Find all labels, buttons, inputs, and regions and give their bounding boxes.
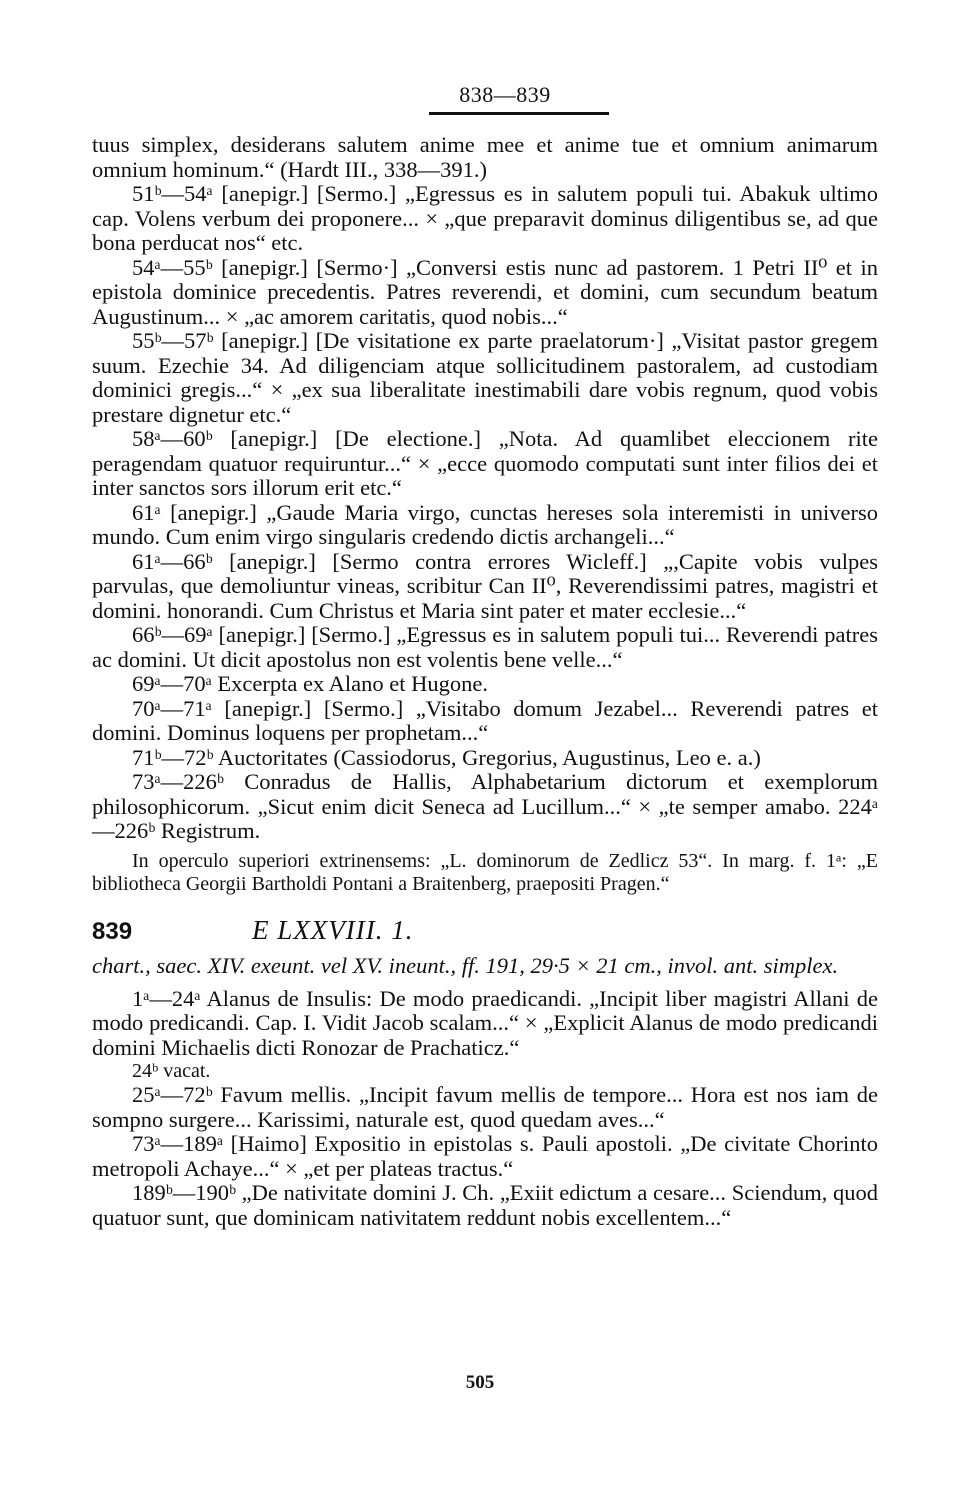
paragraph: 61ᵃ—66ᵇ [anepigr.] [Sermo contra errores Wicleff.] „,Capite vobis vulpes parvulas, que demoliuntur vineas, scribitur Can II⁰, Reverendissimi patres, magistri et domini. honorandi. Cum Christus et Maria sint pater et mater ecclesie...“	[92, 548, 878, 623]
paragraph: 61ᵃ [anepigr.] „Gaude Maria virgo, cunctas hereses sola interemisti in universo mundo. Cum enim virgo singularis credendo dictis archangeli...“	[92, 499, 878, 549]
entry-description: chart., saec. XIV. exeunt. vel XV. ineunt., ff. 191, 29·5 × 21 cm., invol. ant. simplex.	[92, 953, 839, 978]
paragraph: 55ᵇ—57ᵇ [anepigr.] [De visitatione ex parte praelatorum·] „Visitat pastor gregem suum. Ezechie 34. Ad diligenciam atque sollicitudinem pastoralem, ad custodiam dominici gregis...“ × „ex sua liberalitate inestimabili dare vobis regnum, quod vobis prestare dignetur etc.“	[92, 328, 878, 427]
paragraph: tuus simplex, desiderans salutem anime mee et anime tue et omnium animarum omnium hominum.“ (Hardt III., 338—391.)	[92, 132, 878, 182]
entry-number: 839	[92, 917, 133, 945]
paragraph: 70ᵃ—71ᵃ [anepigr.] [Sermo.] „Visitabo domum Jezabel... Reverendi patres et domini. Dominus loquens per prophetam...“	[92, 695, 878, 745]
running-header: 838—839	[459, 82, 551, 107]
paragraph: 51ᵇ—54ᵃ [anepigr.] [Sermo.] „Egressus es in salutem populi tui. Abakuk ultimo cap. Volens verbum dei proponere... × „que preparavit dominus diligentibus se, ad que bona perducat nos“ etc.	[92, 181, 878, 255]
provenance-note: In operculo superiori extrinensems: „L. dominorum de Zedlicz 53“. In marg. f. 1ᵃ: „E bibliotheca Georgii Bartholdi Pontani a Braitenberg, praepositi Pragen.“	[92, 849, 878, 895]
paragraph: 1ᵃ—24ᵃ Alanus de Insulis: De modo praedicandi. „Incipit liber magistri Allani de modo predicandi. Cap. I. Vidit Jacob scalam...“ × „Explicit Alanus de modo predicandi domini Michaelis dicti Ronozar de Prachaticz.“	[92, 985, 878, 1060]
paragraph: 71ᵇ—72ᵇ Auctoritates (Cassiodorus, Gregorius, Augustinus, Leo e. a.)	[132, 744, 761, 770]
paragraph: 69ᵃ—70ᵃ Excerpta ex Alano et Hugone.	[132, 671, 488, 696]
paragraph: 189ᵇ—190ᵇ „De nativitate domini J. Ch. „Exiit edictum a cesare... Sciendum, quod quatuor sunt, que dominicam nativitatem reddunt nobis excellentem...“	[92, 1180, 878, 1230]
paragraph: 73ᵃ—226ᵇ Conradus de Hallis, Alphabetarium dictorum et exemplorum philosophicorum. „Sicut enim dicit Seneca ad Lucillum...“ × „te semper amabo. 224ᵃ—226ᵇ Registrum.	[92, 769, 878, 843]
paragraph: 73ᵃ—189ᵃ [Haimo] Expositio in epistolas s. Pauli apostoli. „De civitate Chorinto metropoli Achaye...“ × „et per plateas tractus.“	[92, 1131, 878, 1181]
paragraph: 25ᵃ—72ᵇ Favum mellis. „Incipit favum mellis de tempore... Hora est nos iam de sompno surgere... Karissimi, naturale est, quod quedam aves...“	[92, 1082, 878, 1132]
paragraph: 58ᵃ—60ᵇ [anepigr.] [De electione.] „Nota. Ad quamlibet eleccionem rite peragendam quatuor requiruntur...“ × „ecce quomodo computati sunt inter filios dei et inter sanctos sors illorum erit etc.“	[92, 426, 878, 500]
page-number: 505	[465, 1372, 495, 1393]
paragraph: 66ᵇ—69ᵃ [anepigr.] [Sermo.] „Egressus es in salutem populi tui... Reverendi patres ac domini. Ut dicit apostolus non est volentis bene velle...“	[92, 622, 878, 672]
body-text	[92, 133, 878, 1230]
entry-heading	[92, 914, 878, 945]
paragraph: 54ᵃ—55ᵇ [anepigr.] [Sermo·] „Conversi estis nunc ad pastorem. 1 Petri II⁰ et in epistola dominice precedentis. Patres reverendi, et domini, cum secundum beatum Augustinum... × „ac amorem caritatis, quod nobis...“	[92, 254, 878, 329]
entry-signature: E LXXVIII. 1.	[252, 914, 414, 945]
document-page	[92, 82, 878, 1230]
header-rule	[429, 112, 609, 115]
paragraph: 24ᵇ vacat.	[132, 1060, 211, 1082]
